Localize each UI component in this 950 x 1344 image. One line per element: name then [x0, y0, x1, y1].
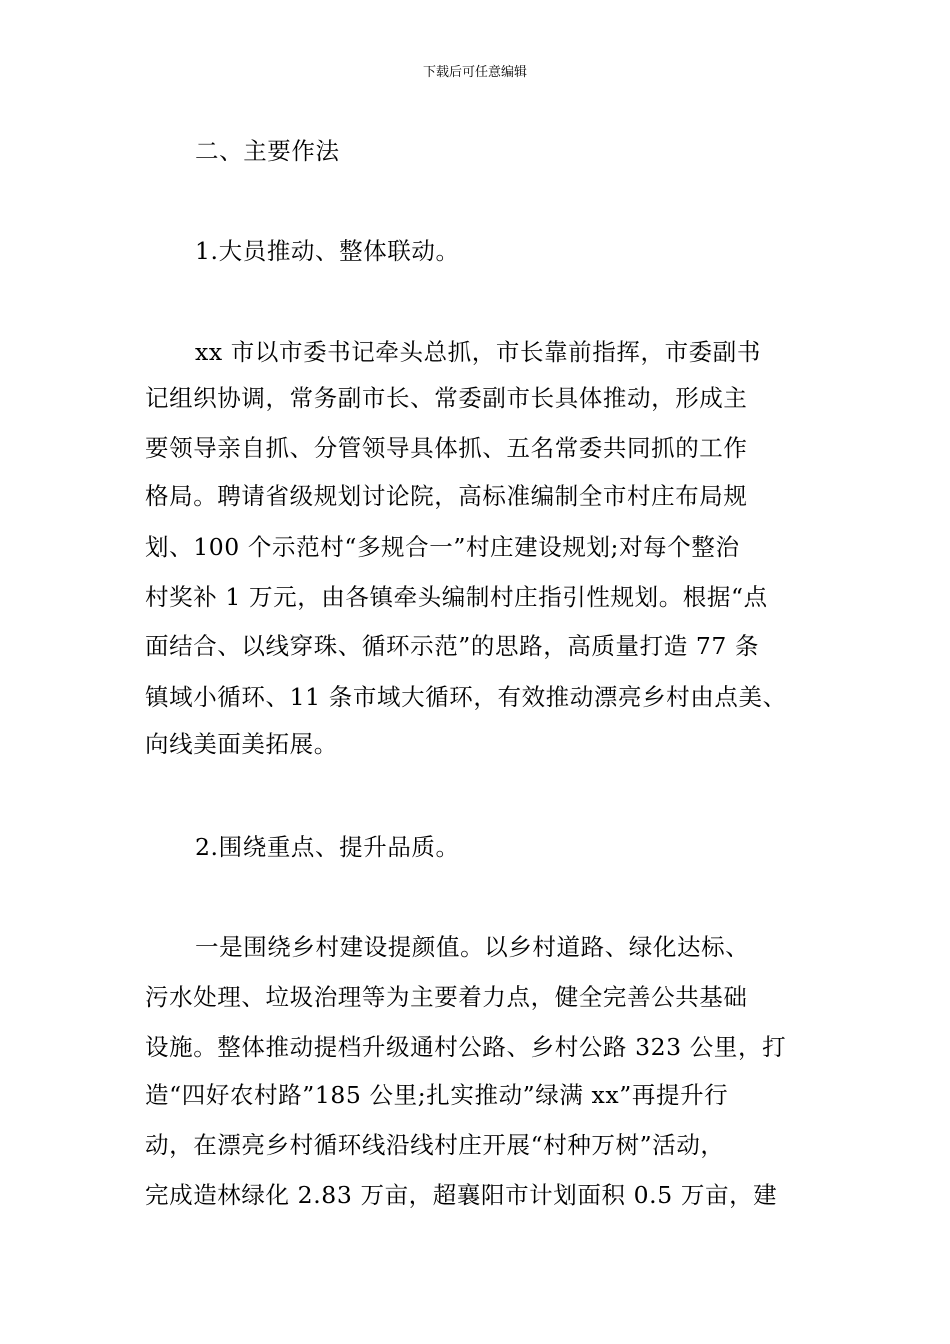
paragraph-2-line: 造“四好农村路”185 公里;扎实推动”绿满 xx”再提升行 [145, 1081, 729, 1109]
paragraph-1-line: 记组织协调，常务副市长、常委副市长具体推动，形成主 [145, 384, 748, 412]
paragraph-1-line: 格局。聘请省级规划讨论院，高标准编制全市村庄布局规 [145, 482, 748, 510]
page-header-note: 下载后可任意编辑 [422, 65, 527, 80]
paragraph-1-line: xx 市以市委书记牵头总抓，市长靠前指挥，市委副书 [195, 338, 761, 366]
section-heading: 二、主要作法 [195, 137, 340, 165]
paragraph-1-line: 面结合、以线穿珠、循环示范”的思路，高质量打造 77 条 [145, 632, 760, 660]
item-1-heading: 1.大员推动、整体联动。 [195, 237, 460, 265]
paragraph-1-line: 村奖补 1 万元，由各镇牵头编制村庄指引性规划。根据“点 [145, 583, 768, 611]
paragraph-1-line: 向线美面美拓展。 [145, 730, 338, 758]
paragraph-1-line: 划、100 个示范村“多规合一”村庄建设规划;对每个整治 [145, 533, 740, 561]
paragraph-1-line: 要领导亲自抓、分管领导具体抓、五名常委共同抓的工作 [145, 434, 748, 462]
item-2-heading: 2.围绕重点、提升品质。 [195, 833, 460, 861]
paragraph-2-line: 一是围绕乡村建设提颜值。以乡村道路、绿化达标、 [195, 933, 750, 961]
paragraph-2-line: 设施。整体推动提档升级通村公路、乡村公路 323 公里，打 [145, 1033, 787, 1061]
paragraph-2-line: 完成造林绿化 2.83 万亩，超襄阳市计划面积 0.5 万亩，建 [145, 1181, 778, 1209]
paragraph-1-line: 镇域小循环、11 条市域大循环，有效推动漂亮乡村由点美、 [145, 683, 787, 711]
paragraph-2-line: 动，在漂亮乡村循环线沿线村庄开展“村种万树”活动， [145, 1131, 725, 1159]
paragraph-2-line: 污水处理、垃圾治理等为主要着力点，健全完善公共基础 [145, 983, 748, 1011]
